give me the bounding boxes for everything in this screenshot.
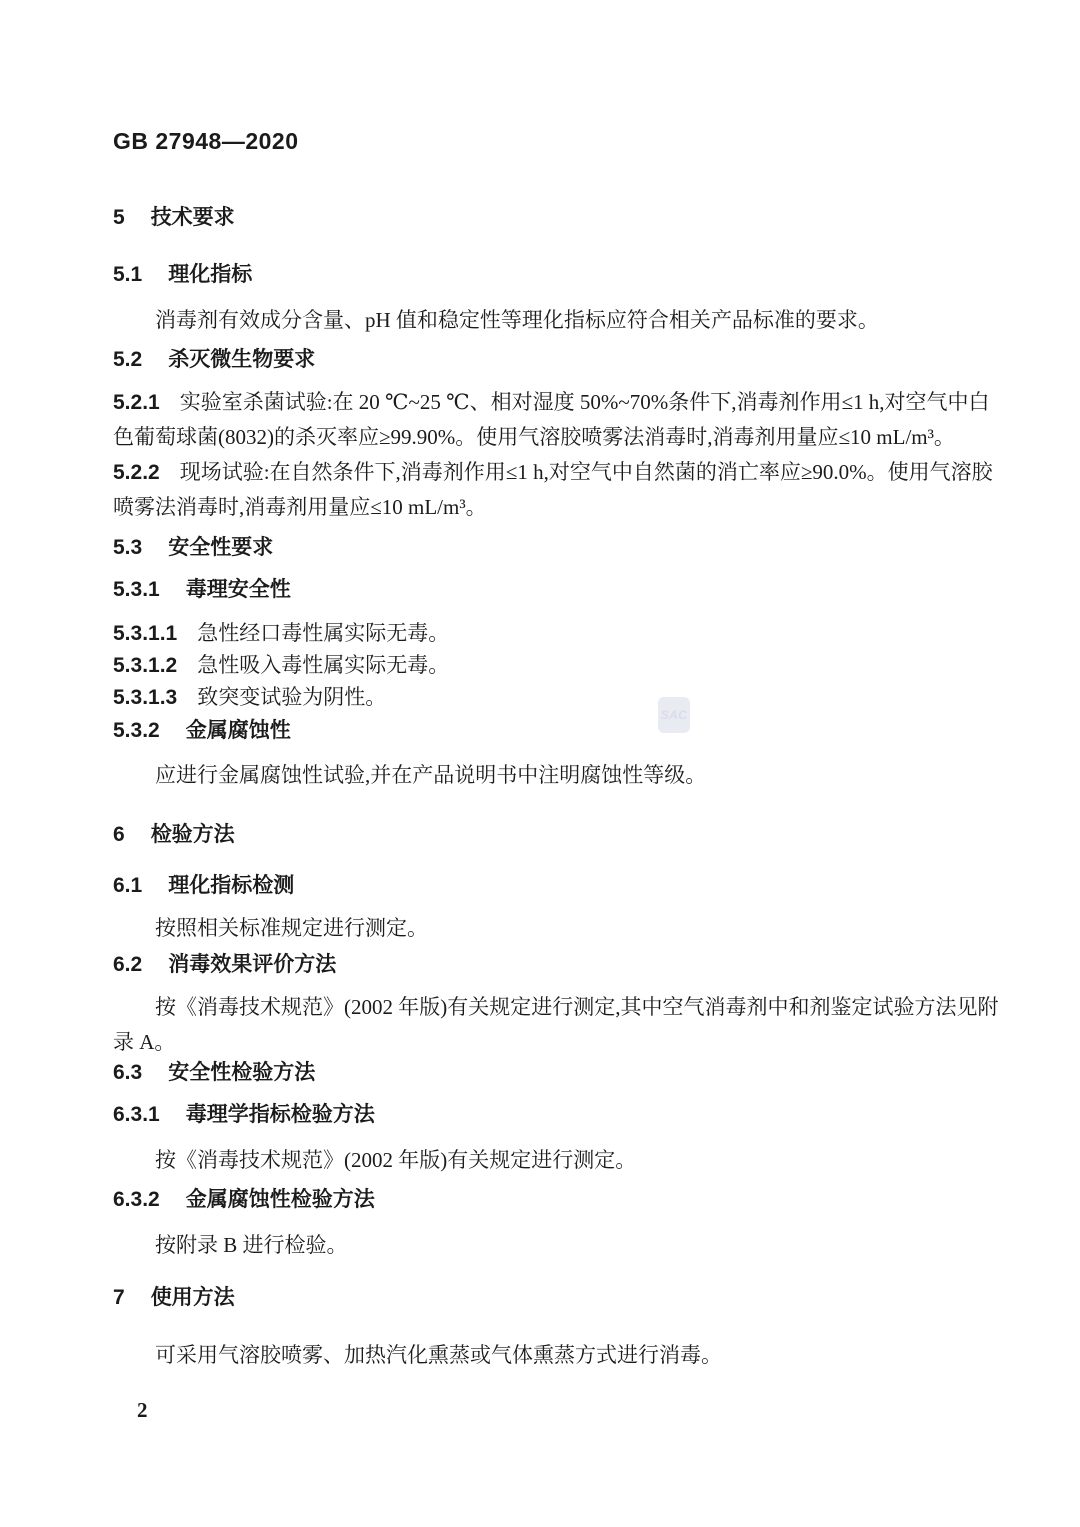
section-title: 毒理学指标检验方法 (185, 1103, 375, 1126)
clause-5-3-1-1 (113, 616, 449, 651)
section-title: 毒理安全性 (185, 578, 291, 601)
clause-text: 现场试验:在自然条件下,消毒剂作用≤1 h,对空气中自然菌的消亡率应≥90.0%。使用气溶胶 (179, 460, 993, 484)
section-5-2-heading (113, 346, 315, 374)
section-number: 6.2 (113, 953, 143, 976)
section-number: 5.1 (113, 263, 143, 286)
paragraph-5-2-2 (113, 455, 993, 525)
section-5-1-heading (113, 261, 252, 289)
section-number: 6.1 (113, 874, 143, 897)
section-5-3-heading (113, 534, 273, 562)
section-title: 理化指标 (168, 263, 253, 286)
clause-5-3-1-3 (113, 680, 386, 715)
paragraph-6-1: 按照相关标准规定进行测定。 (155, 916, 428, 940)
clause-5-3-1-2 (113, 648, 449, 683)
section-title: 金属腐蚀性 (185, 719, 291, 742)
paragraph-text: 按《消毒技术规范》(2002 年版)有关规定进行测定,其中空气消毒剂中和剂鉴定试验方法见附 (155, 995, 999, 1019)
section-title: 安全性检验方法 (168, 1061, 316, 1084)
section-title: 使用方法 (150, 1286, 235, 1309)
clause-text: 急性经口毒性属实际无毒。 (197, 621, 450, 645)
clause-number: 5.3.1.1 (113, 622, 178, 645)
section-5-3-1-heading (113, 576, 291, 604)
section-6-1-heading (113, 872, 294, 900)
clause-number: 5.2.1 (113, 391, 160, 414)
section-6-3-heading (113, 1059, 315, 1087)
section-7-heading (113, 1284, 235, 1312)
section-number: 5.3.1 (113, 578, 160, 601)
clause-number: 5.3.1.2 (113, 654, 178, 677)
section-title: 检验方法 (150, 823, 235, 846)
paragraph-5-2-1 (113, 385, 990, 455)
clause-number: 5.2.2 (113, 461, 160, 484)
clause-text: 色葡萄球菌(8032)的杀灭率应≥99.90%。使用气溶胶喷雾法消毒时,消毒剂用量应≤10 mL/m³。 (113, 425, 955, 449)
section-title: 理化指标检测 (168, 874, 295, 897)
section-number: 5.3.2 (113, 719, 160, 742)
section-number: 7 (113, 1286, 125, 1309)
section-number: 5.2 (113, 348, 143, 371)
section-number: 5 (113, 206, 125, 229)
section-title: 杀灭微生物要求 (168, 348, 316, 371)
section-title: 消毒效果评价方法 (168, 953, 337, 976)
section-5-heading (113, 204, 235, 232)
paragraph-6-2 (113, 990, 998, 1060)
section-number: 6.3.1 (113, 1103, 160, 1126)
section-number: 6 (113, 823, 125, 846)
clause-text: 致突变试验为阴性。 (197, 685, 387, 709)
section-6-heading (113, 821, 235, 849)
section-title: 金属腐蚀性检验方法 (185, 1188, 375, 1211)
section-number: 5.3 (113, 536, 143, 559)
paragraph-6-3-2: 按附录 B 进行检验。 (155, 1233, 348, 1257)
page-number: 2 (137, 1398, 148, 1422)
section-number: 6.3.2 (113, 1188, 160, 1211)
sac-watermark-icon: SAC (658, 697, 690, 733)
paragraph-text: 录 A。 (113, 1030, 176, 1054)
section-6-3-1-heading (113, 1101, 375, 1129)
clause-text: 实验室杀菌试验:在 20 ℃~25 ℃、相对湿度 50%~70%条件下,消毒剂作用≤1 h,对空气中白 (179, 390, 990, 414)
standard-number: GB 27948—2020 (113, 128, 299, 154)
section-6-3-2-heading (113, 1186, 375, 1214)
clause-number: 5.3.1.3 (113, 686, 178, 709)
clause-text: 喷雾法消毒时,消毒剂用量应≤10 mL/m³。 (113, 495, 487, 519)
section-6-2-heading (113, 951, 336, 979)
section-title: 技术要求 (150, 206, 235, 229)
section-title: 安全性要求 (168, 536, 274, 559)
section-5-3-2-heading (113, 717, 291, 745)
paragraph-5-1: 消毒剂有效成分含量、pH 值和稳定性等理化指标应符合相关产品标准的要求。 (155, 308, 879, 332)
section-number: 6.3 (113, 1061, 143, 1084)
paragraph-6-3-1: 按《消毒技术规范》(2002 年版)有关规定进行测定。 (155, 1148, 637, 1172)
clause-text: 急性吸入毒性属实际无毒。 (197, 653, 450, 677)
paragraph-7: 可采用气溶胶喷雾、加热汽化熏蒸或气体熏蒸方式进行消毒。 (155, 1343, 722, 1367)
paragraph-5-3-2: 应进行金属腐蚀性试验,并在产品说明书中注明腐蚀性等级。 (155, 763, 707, 787)
